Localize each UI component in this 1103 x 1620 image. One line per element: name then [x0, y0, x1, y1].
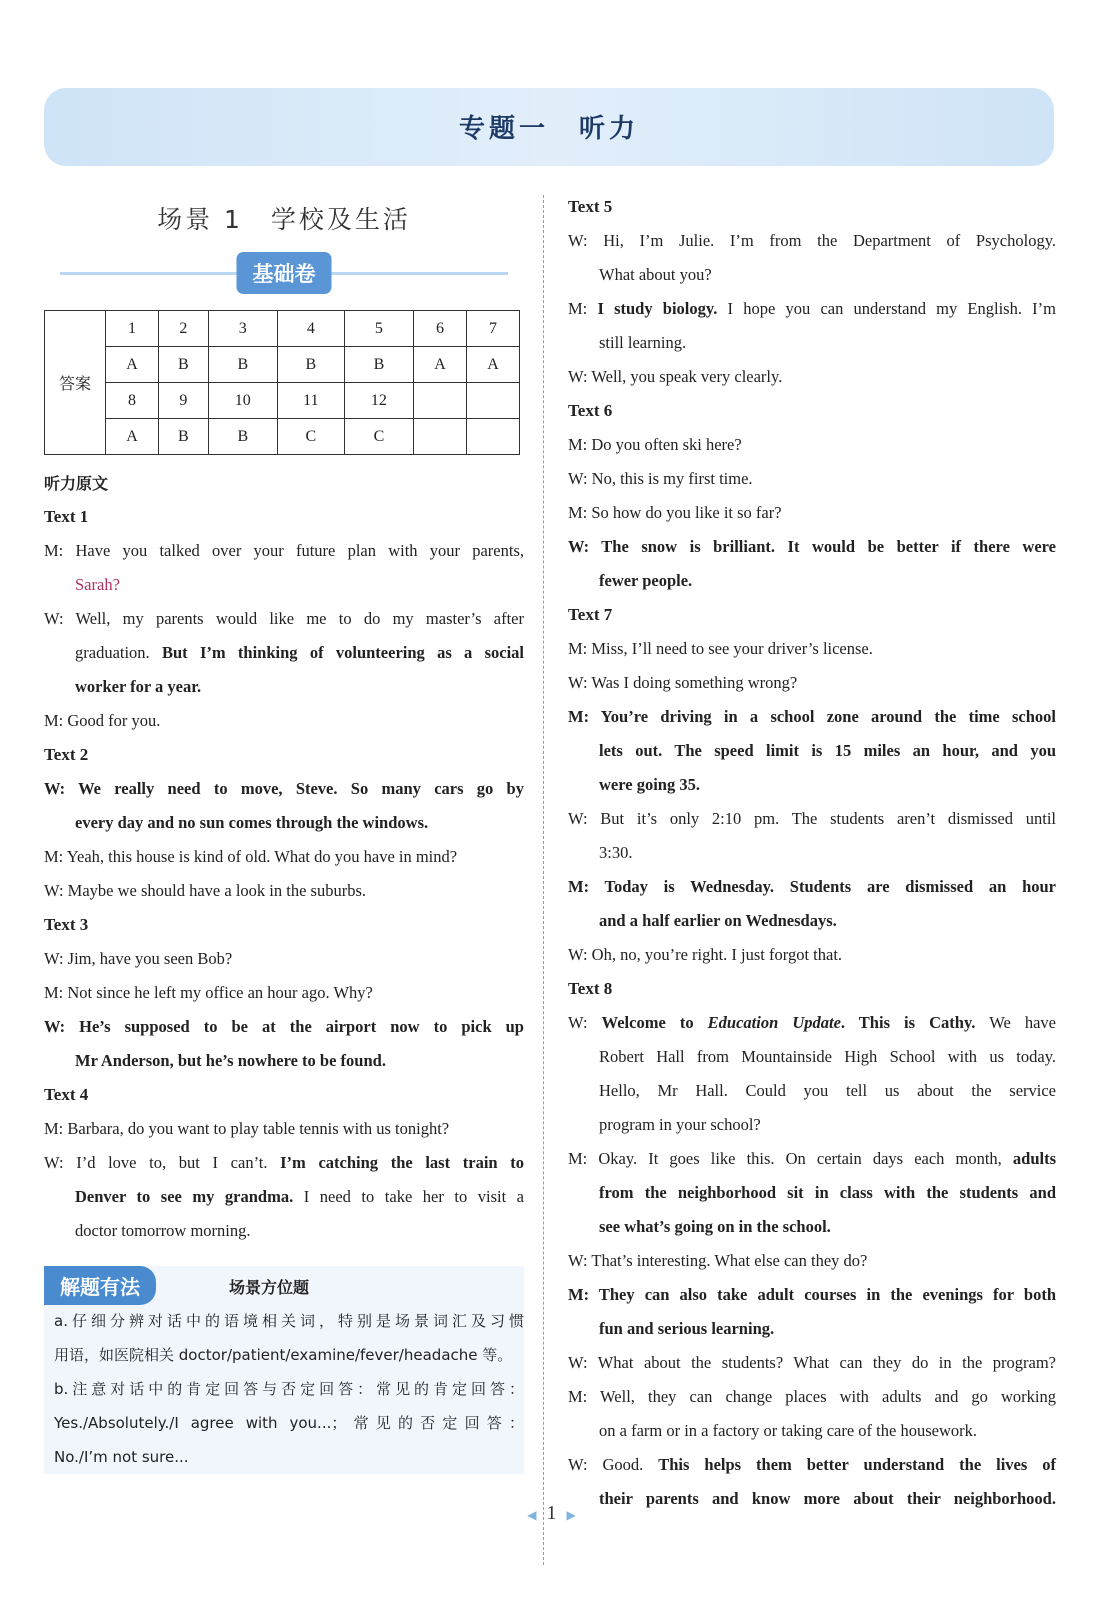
- table-cell: [413, 383, 466, 419]
- text5-line: W: Hi, I’m Julie. I’m from the Department of Psychology.: [568, 231, 1056, 250]
- text6-line: [568, 564, 1056, 598]
- tip-box: [44, 1266, 524, 1474]
- text5-key-sentence: I study biology.: [597, 299, 718, 318]
- table-cell: B: [158, 347, 208, 383]
- text5-line: W: Well, you speak very clearly.: [568, 367, 783, 386]
- table-cell: A: [106, 419, 159, 455]
- text8-line: [568, 1312, 1056, 1346]
- text3-line: W: Jim, have you seen Bob?: [44, 949, 233, 968]
- table-cell: 7: [466, 311, 519, 347]
- table-cell: B: [158, 419, 208, 455]
- text7-line: [568, 700, 1056, 734]
- text8-line: W: What about the students? What can they do in the program?: [568, 1353, 1056, 1372]
- text8-line: Robert Hall from Mountainside High School with us today.: [599, 1047, 1056, 1066]
- text8-line: program in your school?: [599, 1115, 761, 1134]
- text8-line-part: We have: [975, 1013, 1056, 1032]
- text8-key-sentence: see what’s going on in the school.: [599, 1217, 831, 1236]
- chapter-title: 专题一 听力: [458, 114, 639, 144]
- text8-line: [568, 1278, 1056, 1312]
- text6-line: M: Do you often ski here?: [568, 435, 742, 454]
- text8-line-part: Welcome to: [601, 1013, 708, 1032]
- text8-line: [568, 1176, 1056, 1210]
- text4-line-part: I need to take her to visit a: [293, 1187, 525, 1206]
- text8-key-sentence: fun and serious learning.: [599, 1319, 775, 1338]
- text8-line: [568, 1006, 1056, 1040]
- text5-line-part: M:: [568, 299, 598, 318]
- text4-key-sentence: I’m catching the last train to: [280, 1153, 524, 1172]
- text6-title: Text 6: [568, 401, 613, 420]
- text8-line: Hello, Mr Hall. Could you tell us about the service: [599, 1081, 1056, 1100]
- text2-key-sentence: W: We really need to move, Steve. So many cars go by: [44, 779, 524, 798]
- text8-line-part: W:: [568, 1013, 602, 1032]
- program-name: Education Update: [707, 1013, 841, 1032]
- table-cell: 6: [413, 311, 466, 347]
- text7-line: [568, 870, 1056, 904]
- text3-line: [44, 1044, 524, 1078]
- text3-title: Text 3: [44, 915, 89, 934]
- text4-line: [44, 1180, 524, 1214]
- text7-line: [568, 734, 1056, 768]
- text2-line: M: Yeah, this house is kind of old. What do you have in mind?: [44, 847, 458, 866]
- text1-line: [44, 636, 524, 670]
- text8-line: [568, 1210, 1056, 1244]
- text8-line-part: M: Okay. It goes like this. On certain days each month,: [568, 1149, 1013, 1168]
- table-cell: [466, 419, 519, 455]
- text8-line-part: . This is Cathy.: [840, 1013, 976, 1032]
- transcript-heading: 听力原文: [44, 474, 109, 493]
- table-cell: 3: [208, 311, 277, 347]
- text5-line: [568, 292, 1056, 326]
- text7-line: W: Was I doing something wrong?: [568, 673, 798, 692]
- text7-key-sentence: M: You’re driving in a school zone around the time school: [568, 707, 1056, 726]
- text1-line-part: graduation.: [75, 643, 162, 662]
- text1-title: Text 1: [44, 507, 89, 526]
- section-tag: 基础卷: [237, 252, 332, 294]
- text4-line: [44, 1146, 524, 1180]
- tip-line: Yes./Absolutely./I agree with you...；常见的否定回答：: [54, 1414, 524, 1432]
- text3-key-sentence: W: He’s supposed to be at the airport now to pick up: [44, 1017, 524, 1036]
- text2-title: Text 2: [44, 745, 89, 764]
- tip-line: a.仔细分辨对话中的语境相关词，特别是场景词汇及习惯: [54, 1312, 524, 1330]
- text7-line: W: But it’s only 2:10 pm. The students aren’t dismissed until: [568, 809, 1056, 828]
- text2-line: [44, 772, 524, 806]
- text7-title: Text 7: [568, 605, 613, 624]
- tip-tag: 解题有法: [44, 1266, 156, 1305]
- table-cell: B: [344, 347, 413, 383]
- table-cell: A: [106, 347, 159, 383]
- section-tag-row: [44, 250, 524, 296]
- text8-key-sentence: This helps them better understand the lives of: [658, 1455, 1056, 1474]
- table-cell: C: [277, 419, 344, 455]
- answer-label: 答案: [45, 311, 106, 455]
- tip-line: No./I’m not sure...: [54, 1448, 189, 1466]
- table-cell: 11: [277, 383, 344, 419]
- text6-line: [568, 530, 1056, 564]
- text8-key-sentence: from the neighborhood sit in class with the students and: [599, 1183, 1056, 1202]
- text4-line: M: Barbara, do you want to play table tennis with us tonight?: [44, 1119, 450, 1138]
- table-cell: B: [208, 347, 277, 383]
- table-cell: [466, 383, 519, 419]
- text5-line-part: I hope you can understand my English. I’m: [717, 299, 1056, 318]
- table-cell: 12: [344, 383, 413, 419]
- text1-key-sentence: But I’m thinking of volunteering as a social: [161, 643, 524, 662]
- text1-line: [44, 670, 524, 704]
- next-arrow-icon: ▶: [566, 1508, 576, 1522]
- text7-line: 3:30.: [599, 843, 633, 862]
- text7-key-sentence: M: Today is Wednesday. Students are dismissed an hour: [568, 877, 1056, 896]
- text6-key-sentence: fewer people.: [599, 571, 693, 590]
- scene-title: 场景 1 学校及生活: [157, 205, 411, 234]
- text1-key-sentence: worker for a year.: [75, 677, 202, 696]
- text7-line: [568, 904, 1056, 938]
- text8-line: W: That’s interesting. What else can they do?: [568, 1251, 868, 1270]
- text5-line: What about you?: [599, 265, 712, 284]
- text8-line: M: Well, they can change places with adults and go working: [568, 1387, 1056, 1406]
- text1-line: M: Have you talked over your future plan with your parents,: [44, 541, 524, 560]
- text8-key-sentence: their parents and know more about their neighborhood.: [599, 1489, 1056, 1508]
- table-cell: 2: [158, 311, 208, 347]
- text7-line: [568, 768, 1056, 802]
- text8-key-sentence: [602, 1013, 976, 1032]
- text8-line-part: W: Good.: [568, 1455, 659, 1474]
- text4-title: Text 4: [44, 1085, 89, 1104]
- text7-line: M: Miss, I’ll need to see your driver’s license.: [568, 639, 873, 658]
- text2-key-sentence: every day and no sun comes through the windows.: [75, 813, 429, 832]
- text7-key-sentence: and a half earlier on Wednesdays.: [599, 911, 837, 930]
- text6-key-sentence: W: The snow is brilliant. It would be better if there were: [568, 537, 1056, 556]
- text8-key-sentence: adults: [1012, 1149, 1056, 1168]
- text7-key-sentence: were going 35.: [599, 775, 700, 794]
- text5-line: still learning.: [599, 333, 687, 352]
- table-cell: 1: [106, 311, 159, 347]
- text5-title: Text 5: [568, 197, 613, 216]
- text8-line: [568, 1142, 1056, 1176]
- page-number: [0, 1502, 1103, 1525]
- left-column: [44, 190, 524, 1474]
- tip-header: [44, 1266, 524, 1304]
- text4-line-part: W: I’d love to, but I can’t.: [44, 1153, 281, 1172]
- text2-line: W: Maybe we should have a look in the suburbs.: [44, 881, 366, 900]
- page-number-value: 1: [546, 1502, 557, 1524]
- table-cell: [413, 419, 466, 455]
- table-cell: 8: [106, 383, 159, 419]
- text7-line: W: Oh, no, you’re right. I just forgot that.: [568, 945, 843, 964]
- text6-line: W: No, this is my first time.: [568, 469, 753, 488]
- table-cell: B: [277, 347, 344, 383]
- text8-title: Text 8: [568, 979, 613, 998]
- text8-key-sentence: M: They can also take adult courses in the evenings for both: [568, 1285, 1056, 1304]
- text4-line: doctor tomorrow morning.: [75, 1221, 251, 1240]
- tip-line: b.注意对话中的肯定回答与否定回答：常见的肯定回答：: [54, 1380, 524, 1398]
- right-column: [568, 190, 1056, 1516]
- text6-line: M: So how do you like it so far?: [568, 503, 782, 522]
- text1-line: W: Well, my parents would like me to do my master’s after: [44, 609, 524, 628]
- text2-line: [44, 806, 524, 840]
- chapter-banner: [44, 88, 1054, 166]
- tip-title: 场景方位题: [229, 1278, 310, 1297]
- text8-line: [568, 1448, 1056, 1482]
- table-cell: A: [413, 347, 466, 383]
- table-cell: 9: [158, 383, 208, 419]
- table-cell: A: [466, 347, 519, 383]
- column-divider: [543, 195, 544, 1565]
- text8-line: on a farm or in a factory or taking care of the housework.: [599, 1421, 977, 1440]
- text1-line: Sarah?: [75, 575, 120, 594]
- text7-key-sentence: lets out. The speed limit is 15 miles an hour, and you: [599, 741, 1056, 760]
- table-cell: C: [344, 419, 413, 455]
- text1-line: M: Good for you.: [44, 711, 161, 730]
- table-cell: 10: [208, 383, 277, 419]
- prev-arrow-icon: ◀: [527, 1508, 537, 1522]
- table-cell: B: [208, 419, 277, 455]
- answer-table: [44, 310, 520, 455]
- text3-key-sentence: Mr Anderson, but he’s nowhere to be found.: [75, 1051, 386, 1070]
- text3-line: [44, 1010, 524, 1044]
- text4-key-sentence: Denver to see my grandma.: [75, 1187, 294, 1206]
- table-cell: 4: [277, 311, 344, 347]
- text3-line: M: Not since he left my office an hour ago. Why?: [44, 983, 373, 1002]
- table-cell: 5: [344, 311, 413, 347]
- tip-line: 用语，如医院相关 doctor/patient/examine/fever/headache 等。: [54, 1346, 513, 1364]
